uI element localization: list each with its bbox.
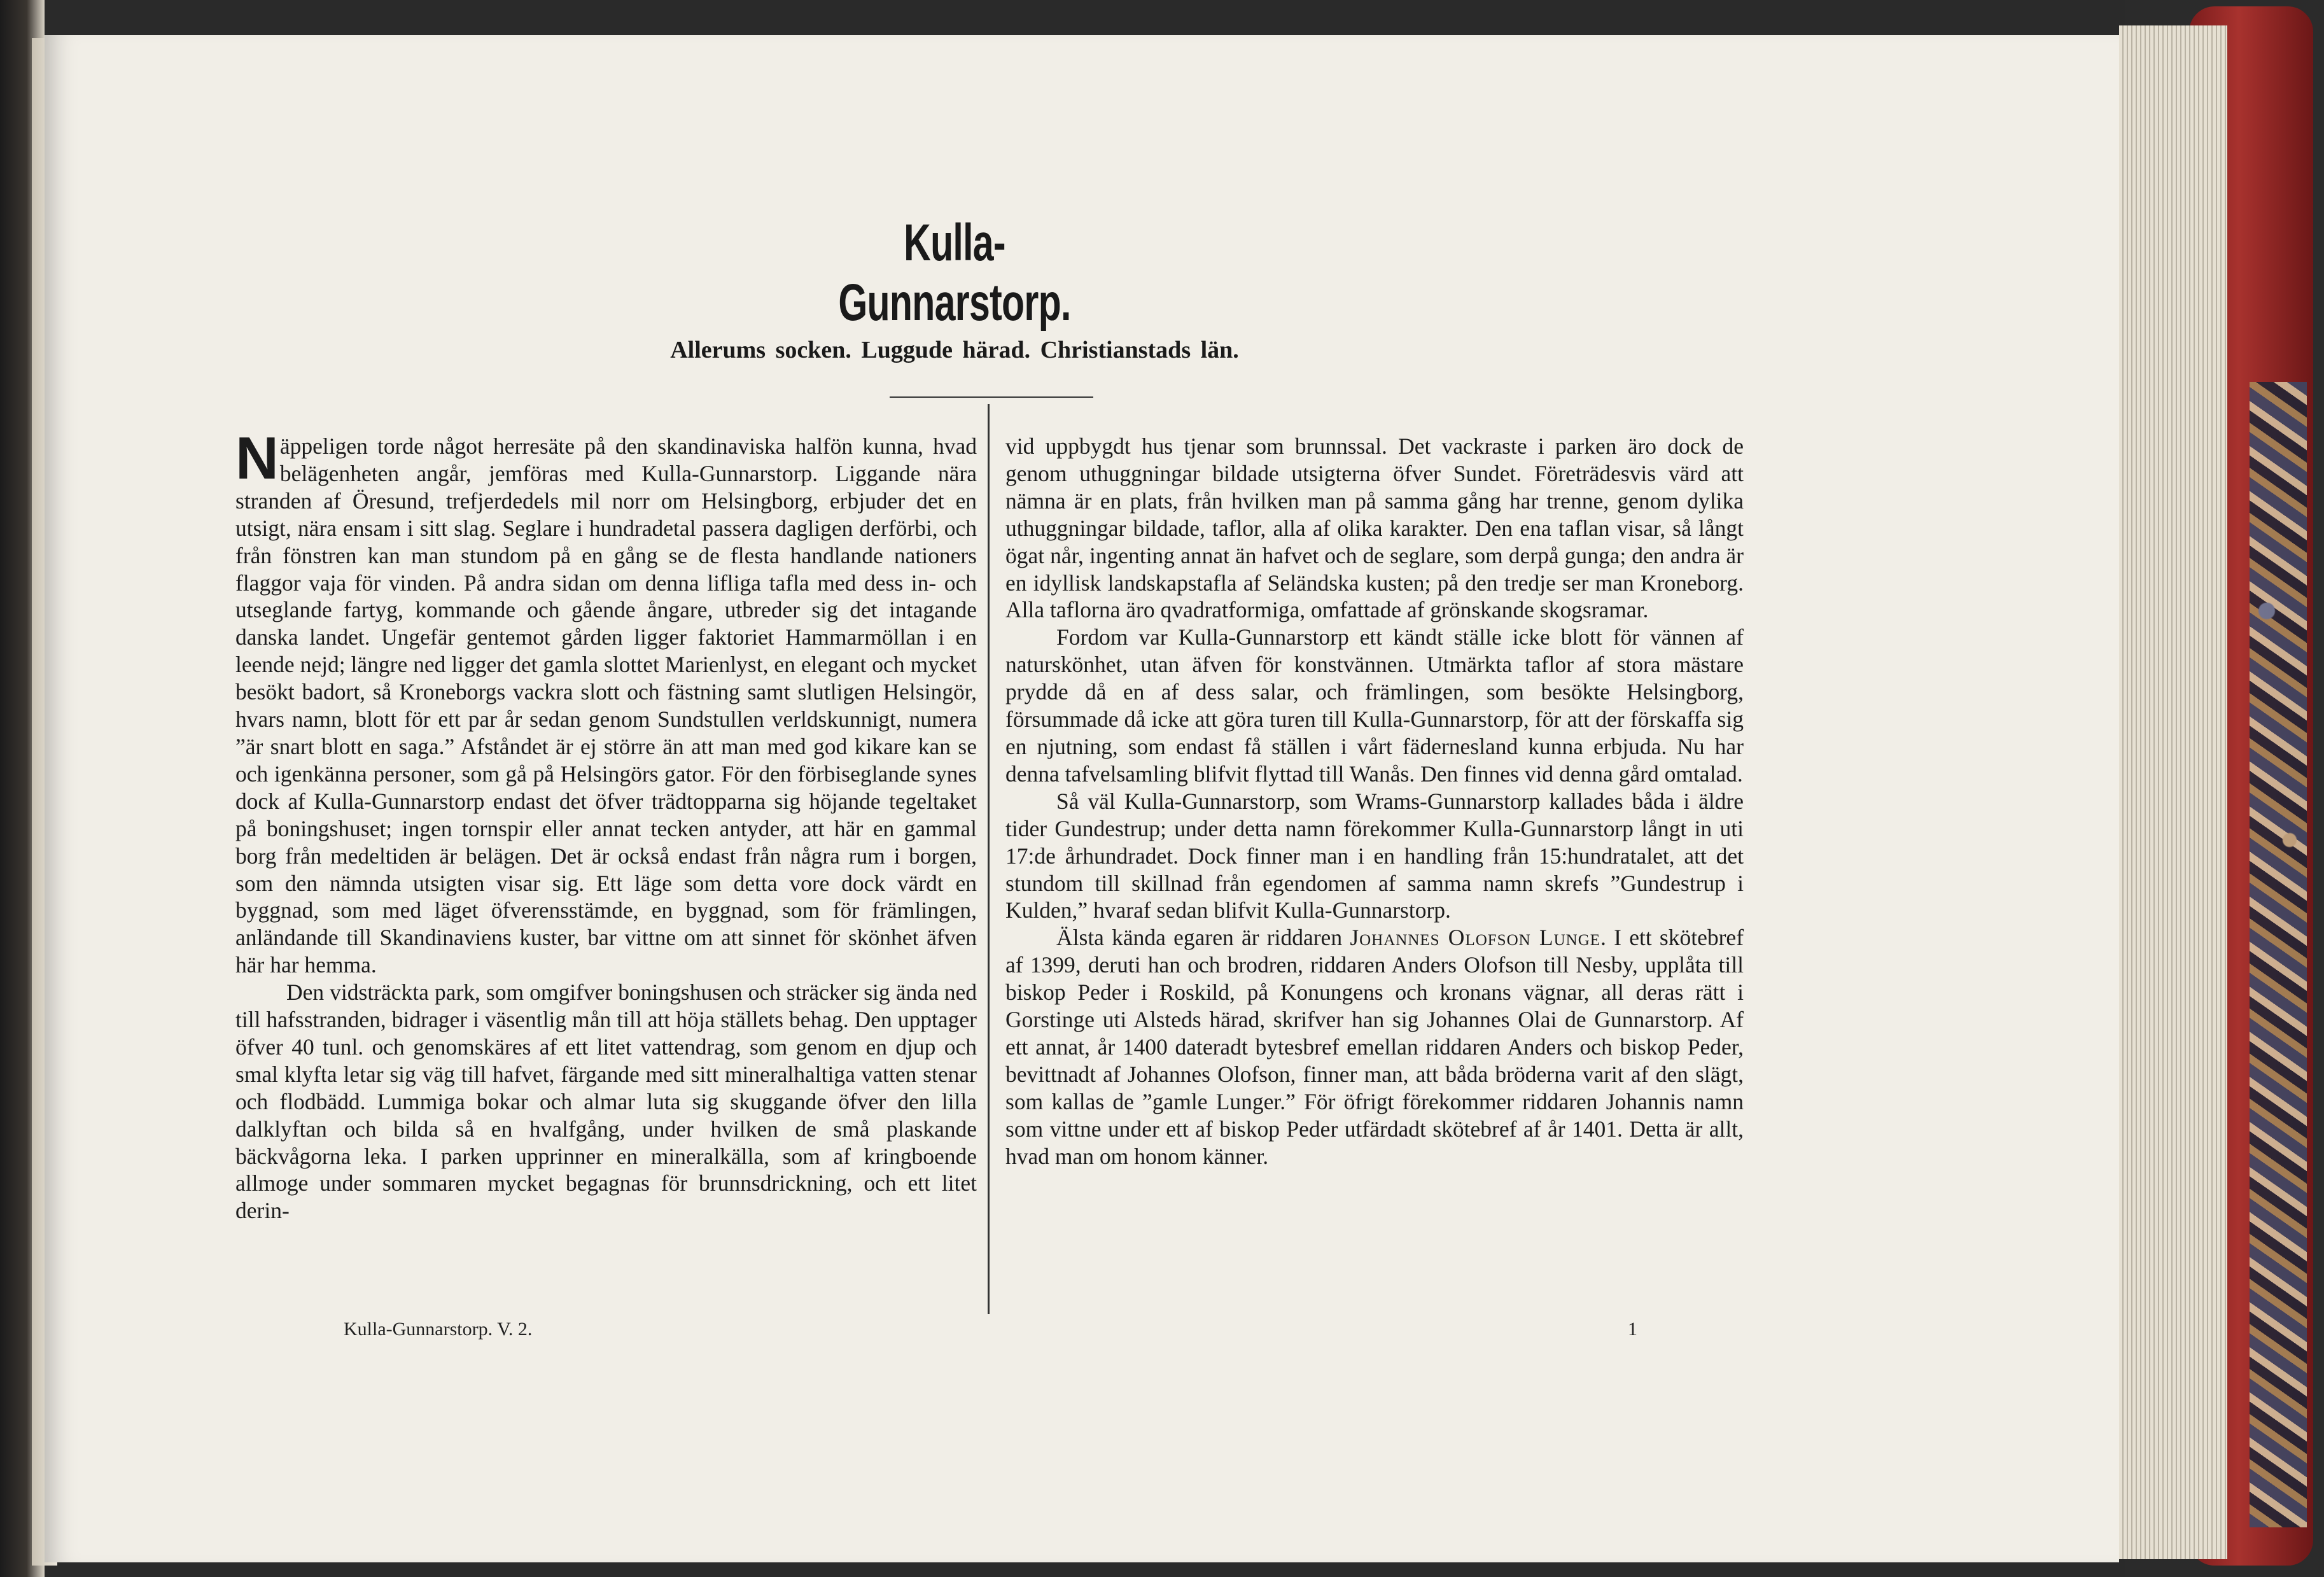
left-paragraph-1-text: äppeligen torde något herresäte på den skandinaviska halfön kunna, hvad belägenheten angår, jemföras med Kulla-Gunnarstorp. Liggande nära stranden af Öresund, trefjerdedels mil norr om Helsingborg, erbjuder det en utsigt, nära ensam i sitt slag. Seglare i hundradetal passera dagligen derförbi, och från fönstren kan man stundom på en gång se de flesta handlande nationers flaggor vaja för vinden. På andra sidan om denna lifliga tafla med dess in- och utseglande fartyg, kommande och gående ångare, utbreder sig det intagande danska landet. Ungefär gentemot gården ligger faktoriet Hammarmöllan i en leende nejd; längre ned ligger det gamla slottet Marienlyst, en elegant och mycket besökt badort, så Kroneborgs vackra slott och fästning samt slutligen Helsingör, hvars namn, blott för ett par år sedan genom Sundstullen verldskunnigt, numera ”är snart blott en saga.” Afståndet är ej större än att man med god kikare kan se och igenkänna personer, som gå på Helsingörs gator. För den förbiseglande synes dock af Kulla-Gunnarstorp endast det öfver trädtopparna sig höjande tegeltaket på boningshuset; ingen tornspir eller annat tecken antyder, att här en gammal borg från medeltiden är belägen. Det är också endast från några rum i borgen, som den nämnda utsigten visar sig. Ett läge som detta vore dock värdt en byggnad, som med läget öfverensstämde, en byggnad, som för främlingen, anländande till Skandinaviens kuster, bar vittne om att sinnet för skönhet äfven här har hemma. bbox=[235, 433, 977, 978]
drop-cap: N bbox=[235, 424, 279, 491]
column-divider bbox=[988, 404, 990, 1314]
right-paragraph-4-start: Älsta kända egaren är riddaren bbox=[1056, 925, 1350, 951]
page-number: 1 bbox=[1628, 1319, 1637, 1340]
page-subtitle: Allerums socken. Luggude härad. Christianstads län. bbox=[670, 337, 1239, 363]
title-rule bbox=[890, 396, 1093, 398]
right-paragraph-4 bbox=[1005, 924, 1744, 1170]
person-name: Johannes Olofson Lunge bbox=[1350, 925, 1601, 951]
right-paragraph-1: vid uppbygdt hus tjenar som brunnssal. Det vackraste i parken äro dock de genom uthuggningar bildade utsigterna öfver Sundet. Företrädesvis värd att nämna är en plats, från hvilken man på samma gång har trenne, genom dylika uthuggningar bildade, taflor, alla af olika karakter. Den ena taflan visar, så långt ögat når, ingenting annat än hafvet och de seglare, som derpå gunga; den andra är en idyllisk landskapstafla af Seländska kusten; på den tredje ser man Kroneborg. Alla taflorna äro qvadratformiga, omfattade af grönskande skogsramar. bbox=[1005, 433, 1744, 623]
marbled-endpaper bbox=[2250, 382, 2307, 1527]
left-paragraph-1 bbox=[235, 424, 977, 979]
right-paragraph-3: Så väl Kulla-Gunnarstorp, som Wrams-Gunnarstorp kallades båda i äldre tider Gundestrup; under detta namn förekommer Kulla-Gunnarstorp långt in uti 17:de århundradet. Dock finner man i en handling från 15:hundratalet, att det stundom till skillnad från egendomen af samma namn skrefs ”Gundestrup i Kulden,” hvaraf sedan blifvit Kulla-Gunnarstorp. bbox=[1005, 788, 1744, 923]
right-column bbox=[1005, 433, 1744, 1170]
page-edges bbox=[2119, 25, 2227, 1559]
left-column bbox=[235, 424, 977, 1224]
page-title: Kulla-Gunnarstorp. bbox=[838, 214, 1071, 332]
right-paragraph-2: Fordom var Kulla-Gunnarstorp ett kändt ställe icke blott för vännen af naturskönhet, utan äfven för konstvännen. Utmärkta taflor af stora mästare prydde då en af dess salar, och främlingen, som besökte Helsingborg, försummade då icke att göra turen till Kulla-Gunnarstorp, för att der förskaffa sig en njutning, som endast få ställen i vårt fädernesland kunna erbjuda. Nu har denna tafvelsamling blifvit flyttad till Wanås. Den finnes vid denna gård omtalad. bbox=[1005, 624, 1744, 787]
right-paragraph-4-end: . I ett skötebref af 1399, deruti han och brodren, riddaren Anders Olofson till Nesby, upplåta till biskop Peder i Roskild, på Konungens och kronans vägnar, all deras rätt i Gorstinge uti Alsteds härad, skrifver han sig Johannes Olai de Gunnarstorp. Af ett annat, år 1400 dateradt bytesbref emellan riddaren Anders och biskop Peder, bevittnadt af Johannes Olofson, finner man, att båda bröderna varit af den slägt, som kallas de ”gamle Lunger.” För öfrigt förekommer riddaren Johannis namn som vittne under ett af biskop Peder utfärdadt skötebref af år 1401. Detta är allt, hvad man om honom känner. bbox=[1005, 925, 1744, 1169]
footer-signature: Kulla-Gunnarstorp. V. 2. bbox=[344, 1319, 533, 1340]
left-paragraph-2: Den vidsträckta park, som omgifver boningshusen och sträcker sig ända ned till hafsstranden, bidrager i väsentlig mån till att höja ställets behag. Den upptager öfver 40 tunl. och genomskäres af ett litet vattendrag, som genom en djup och smal klyfta letar sig väg till hafvet, färgande med sitt mineralhaltiga vatten stenar och flodbädd. Lummiga bokar och almar luta sig skuggande öfver den lilla dalklyftan och bilda så en hvalfgång, under hvilken de små plaskande bäckvågorna leka. I parken upprinner en mineralkälla, som af kringboende allmoge under sommaren mycket begagnas för brunnsdrickning, och ett litet derin- bbox=[235, 979, 977, 1224]
